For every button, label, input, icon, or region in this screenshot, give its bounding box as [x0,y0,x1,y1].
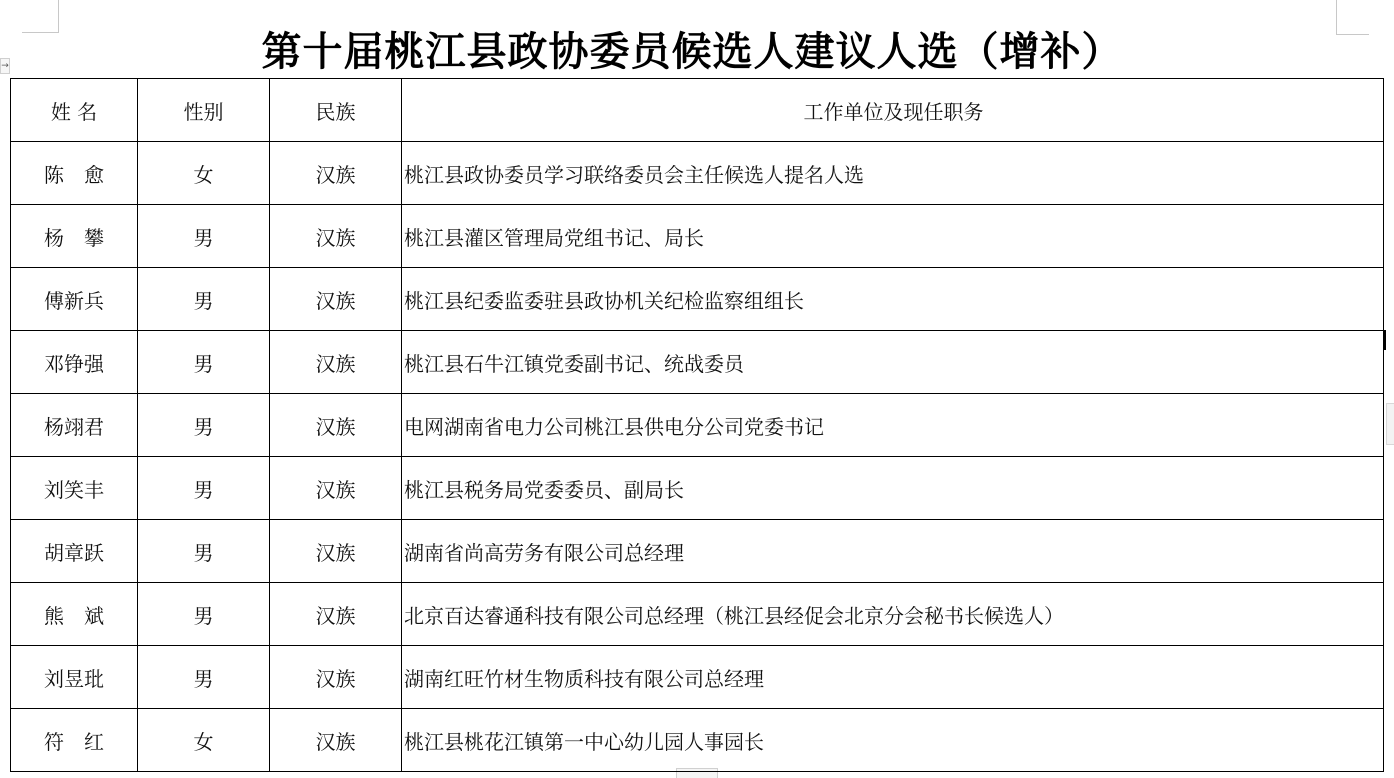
cell-job: 湖南省尚高劳务有限公司总经理 [402,520,1384,583]
table-header-row [11,79,1384,142]
cell-sex: 男 [138,268,270,331]
cell-ethnicity: 汉族 [270,331,402,394]
cell-ethnicity: 汉族 [270,583,402,646]
cell-ethnicity: 汉族 [270,457,402,520]
cell-ethnicity: 汉族 [270,709,402,772]
cell-sex: 男 [138,583,270,646]
table-row [11,268,1384,331]
cell-job: 桃江县税务局党委委员、副局长 [402,457,1384,520]
table-row [11,457,1384,520]
cell-name: 杨翊君 [11,394,138,457]
cell-sex: 男 [138,394,270,457]
candidate-table [10,78,1384,772]
cell-sex: 男 [138,520,270,583]
cell-name: 符 红 [11,709,138,772]
cell-job: 桃江县桃花江镇第一中心幼儿园人事园长 [402,709,1384,772]
cell-sex: 男 [138,646,270,709]
cell-job: 湖南红旺竹材生物质科技有限公司总经理 [402,646,1384,709]
table-row [11,394,1384,457]
cell-ethnicity: 汉族 [270,394,402,457]
cell-job: 桃江县政协委员学习联络委员会主任候选人提名人选 [402,142,1384,205]
cell-name: 刘昱玭 [11,646,138,709]
cell-sex: 男 [138,457,270,520]
cell-name: 陈 愈 [11,142,138,205]
cell-name: 熊 斌 [11,583,138,646]
cell-name: 傅新兵 [11,268,138,331]
cell-sex: 男 [138,331,270,394]
table-row [11,646,1384,709]
cell-ethnicity: 汉族 [270,205,402,268]
scrollbar-handle[interactable] [1386,403,1394,445]
cell-name: 杨 攀 [11,205,138,268]
header-ethnicity: 民族 [270,79,402,142]
text-cursor [1384,330,1386,350]
cell-job: 北京百达睿通科技有限公司总经理（桃江县经促会北京分会秘书长候选人） [402,583,1384,646]
table-row [11,583,1384,646]
cell-job: 电网湖南省电力公司桃江县供电分公司党委书记 [402,394,1384,457]
cell-ethnicity: 汉族 [270,268,402,331]
table-row [11,205,1384,268]
cell-ethnicity: 汉族 [270,646,402,709]
cell-ethnicity: 汉族 [270,142,402,205]
cell-name: 邓铮强 [11,331,138,394]
cell-sex: 男 [138,205,270,268]
cell-ethnicity: 汉族 [270,520,402,583]
header-name: 姓 名 [11,79,138,142]
table-row [11,709,1384,772]
document-title: 第十届桃江县政协委员候选人建议人选（增补） [261,28,1123,75]
table-row [11,520,1384,583]
cell-name: 刘笑丰 [11,457,138,520]
cell-sex: 女 [138,709,270,772]
table-move-handle-icon[interactable]: → [0,58,10,74]
cell-job: 桃江县纪委监委驻县政协机关纪检监察组组长 [402,268,1384,331]
cell-job: 桃江县灌区管理局党组书记、局长 [402,205,1384,268]
header-job: 工作单位及现任职务 [402,79,1384,142]
cell-name: 胡章跃 [11,520,138,583]
cell-job: 桃江县石牛江镇党委副书记、统战委员 [402,331,1384,394]
header-sex: 性别 [138,79,270,142]
table-row [11,142,1384,205]
cell-sex: 女 [138,142,270,205]
table-row [11,331,1384,394]
